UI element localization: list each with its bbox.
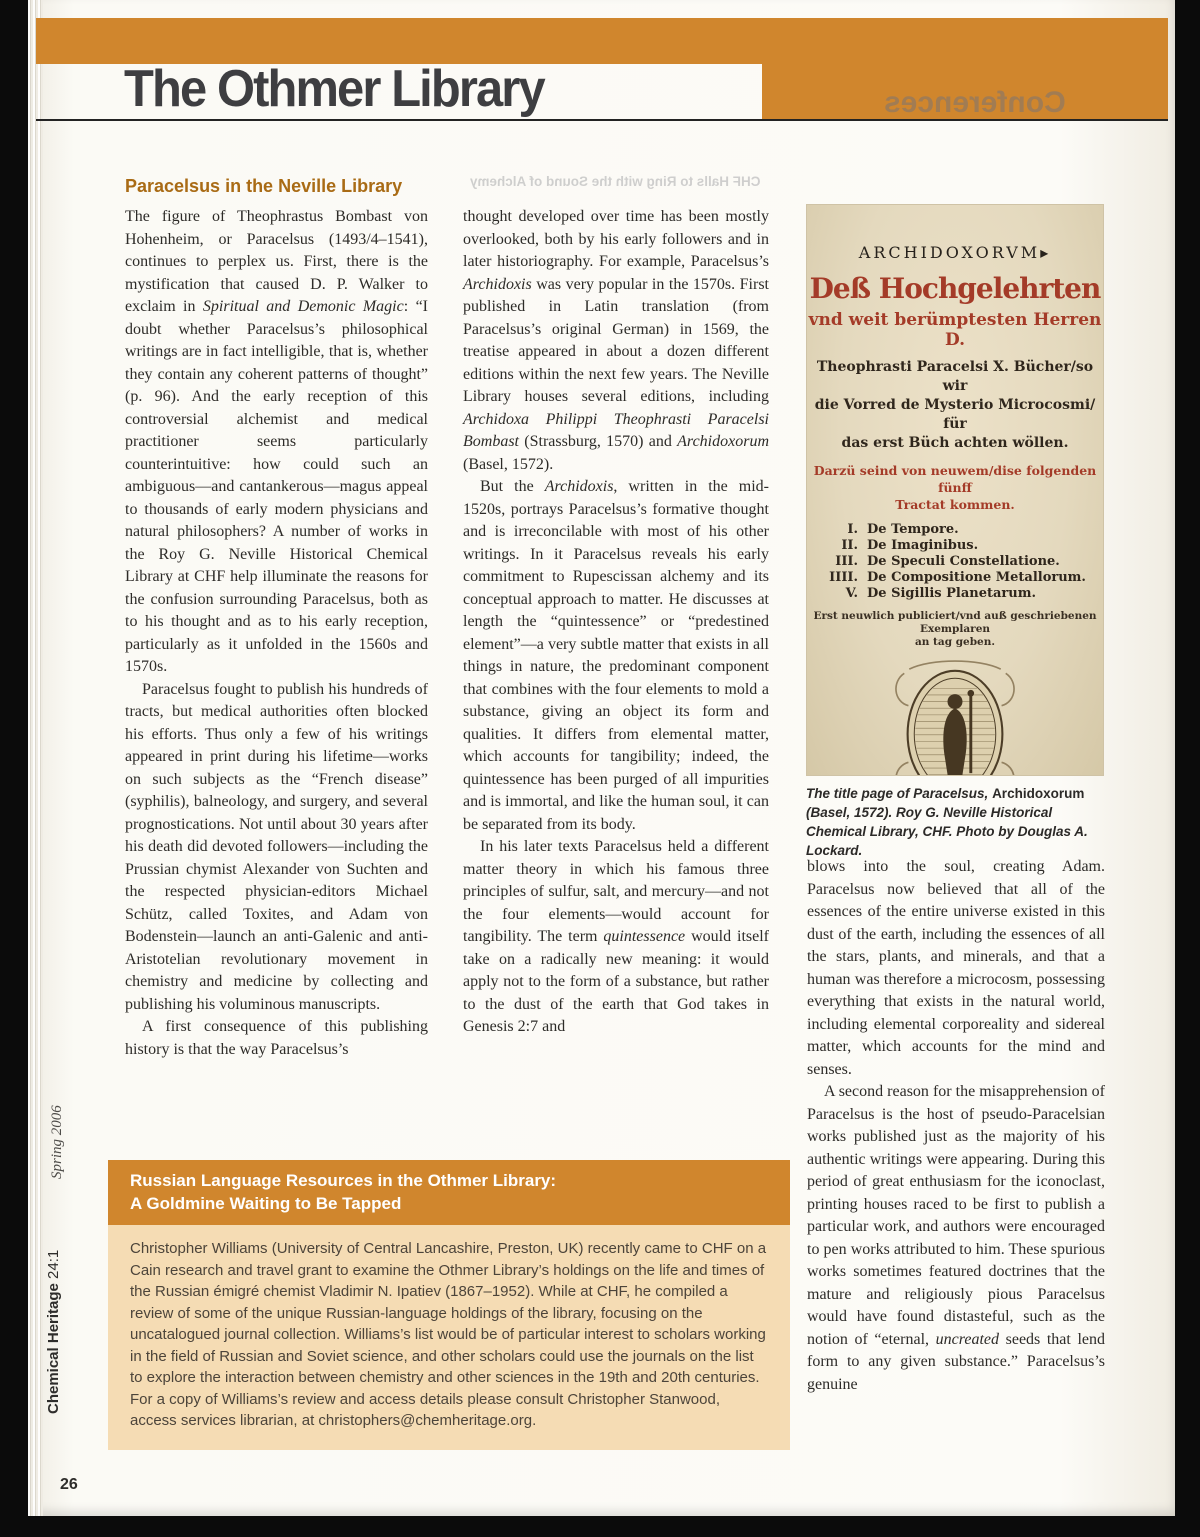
- box-title-line1: Russian Language Resources in the Othmer Library:: [130, 1171, 557, 1190]
- margin-journal: [45, 1250, 62, 1414]
- box-body: [108, 1225, 790, 1450]
- journal-name: Chemical Heritage: [45, 1283, 62, 1414]
- journal-issue: 24:1: [45, 1249, 62, 1279]
- photo-caption: [806, 784, 1106, 860]
- article-column-1: [125, 206, 428, 1061]
- woodcut-emblem-icon: [880, 655, 1030, 776]
- article-column-2: [463, 206, 769, 1039]
- plate-tract-list: [824, 522, 1086, 602]
- list-item: II. De Imaginibus.: [841, 538, 979, 553]
- body-paragraph: A first consequence of this publishing history is that the way Paracelsus’s: [125, 1018, 428, 1058]
- margin-season: Spring 2006: [49, 1105, 65, 1179]
- plate-header-text: ARCHIDOXORVM▸: [858, 243, 1052, 262]
- list-item: III. De Speculi Constellatione.: [835, 554, 1060, 569]
- caption-italic: The title page of Paracelsus,: [806, 786, 993, 801]
- body-paragraph: But the Archidoxis, written in the mid-1520s, portrays Paracelsus’s formative thought and is irreconcilable with most of his other writings. In it Paracelsus reveals his early commitment to Rupescissan alchemy and its conceptual approach to matter. He discusses at length the “quintessence” or “predestined element”—a very subtle matter that exists in all things in nature, the predominant component that combines with the four elements to mold a substance, giving an object its form and qualities. It differs from elemental matter, which accounts for tangibility; indeed, the quintessence has been purged of all impurities and is immortal, and like the human soul, it can be separated from its body.: [463, 478, 769, 833]
- body-paragraph: thought developed over time has been mostly overlooked, both by his early followers and in later historiography. For example, Paracelsus’s Archidoxis was very popular in the 1570s. First published in Latin translation (from Paracelsus’s original German) in 1569, the treatise appeared in about a dozen different editions within the next few years. The Neville Library houses several editions, including Archidoxa Philippi Theophrasti Paracelsi Bombast (Strassburg, 1570) and Archidoxorum (Basel, 1572).: [463, 208, 769, 473]
- article-column-3: [807, 856, 1105, 1396]
- header-band-right: [762, 18, 1168, 119]
- plate-blackletter-subtitle: vnd weit berümptesten Herren D.: [808, 310, 1102, 350]
- russian-resources-box: [108, 1160, 790, 1450]
- body-paragraph: blows into the soul, creating Adam. Paracelsus now believed that all of the essences of the entire universe existed in this dust of the earth, including the essences of all the stars, plants, and minerals, and that a human was therefore a microcosm, possessing everything that exists in the natural world, including elemental corporeality and sidereal matter, which accounts for the mind and senses.: [807, 858, 1105, 1078]
- box-header: [108, 1160, 790, 1225]
- box-title-line2: A Goldmine Waiting to Be Tapped: [130, 1194, 402, 1213]
- list-item: IIII. De Compositione Metallorum.: [829, 570, 1086, 585]
- plate-blackletter-title: Deß Hochgelehrten: [809, 272, 1101, 305]
- article-heading: Paracelsus in the Neville Library: [125, 176, 403, 196]
- book-title-page-photo: [806, 204, 1104, 776]
- page-number: 26: [60, 1476, 78, 1493]
- body-paragraph: In his later texts Paracelsus held a different matter theory in which his famous three principles of sulfur, salt, and mercury—and not the four elements—would account for tangibility. The term quintessence would itself take on a radically new meaning: it would apply not to the form of a substance, but rather to the dust of the earth that God takes in Genesis 2:7 and: [463, 838, 769, 1035]
- plate-black-lines: Theophrasti Paracelsi X. Bücher/so wir die Vorred de Mysterio Microcosmi/ für das erst Büch achten wöllen.: [814, 359, 1096, 451]
- body-paragraph: Paracelsus fought to publish his hundreds of tracts, but medical authorities often blocked his efforts. Thus only a few of his writings appeared in print during his lifetime—works on such subjects as the “French disease” (syphilis), balneology, and surgery, and several prognostications. Not until about 30 years after his death did devoted followers—including the Prussian chymist Alexander von Suchten and the respected physician-editors Michael Schütz, called Toxites, and Adam von Bodenstein—launch an anti-Galenic and anti-Aristotelian revolutionary movement in chemistry and medicine by collecting and publishing his voluminous manuscripts.: [125, 680, 428, 1013]
- page-title: The Othmer Library: [124, 60, 544, 118]
- bleedthrough-subheading: CHF Halls to Ring with the Sound of Alchemy: [470, 174, 761, 189]
- body-paragraph: A second reason for the misapprehension of Paracelsus is the host of pseudo-Paracelsian works published just as the majority of his authentic writings were appearing. During this period of great enthusiasm for the iconoclast, printing houses raced to be first to publish a particular work, and authors were encouraged to pen works attributed to him. These spurious works sometimes featured doctrines that the mature and religiously pious Paracelsus would have found distasteful, such as the notion of “eternal, uncreated seeds that lend form to any given substance.” Paracelsus’s genuine: [807, 1083, 1105, 1393]
- list-item: V. De Sigillis Planetarum.: [845, 586, 1036, 601]
- caption-book-title: Archidoxorum: [992, 786, 1085, 801]
- caption-italic: (Basel, 1572). Roy G. Neville Historical Chemical Library, CHF. Photo by Douglas A. Lockard.: [806, 805, 1088, 858]
- page-edge-texture: [28, 0, 43, 1516]
- plate-imprint-note: Erst neuwlich publiciert/vnd auß geschriebenen Exemplaren an tag geben.: [813, 610, 1097, 648]
- box-body-text: Christopher Williams (University of Central Lancashire, Preston, UK) recently came to CHF on a Cain research and travel grant to examine the Othmer Library’s holdings on the life and times of the Russian émigré chemist Vladimir N. Ipatiev (1867–1952). While at CHF, he compiled a review of some of the unique Russian-language holdings of the library, focusing on the uncatalogued journal collection. Williams’s list would be of particular interest to scholars working in the field of Russian and Soviet science, and other scholars could use the journals on the list to explore the interaction between chemistry and other sciences in the 19th and 20th centuries. For a copy of Williams’s review and access details please consult Christopher Stanwood, access services librarian, at christophers@chemheritage.org.: [130, 1240, 767, 1429]
- body-paragraph: The figure of Theophrastus Bombast von Hohenheim, or Paracelsus (1493/4–1541), continues to perplex us. First, there is the mystification that caused D. P. Walker to exclaim in Spiritual and Demonic Magic: “I doubt whether Paracelsus’s philosophical writings are in fact intelligible, that is, whether they contain any coherent patterns of thought” (p. 96). And the early reception of this controversial alchemist and medical practitioner seems particularly counterintuitive: how could such an ambiguous—and cantankerous—magus appeal to thousands of early modern physicians and natural philosophers? A number of works in the Roy G. Neville Historical Chemical Library at CHF help illuminate the reasons for the confusion surrounding Paracelsus, both as to his thought and as to his early reception, particularly as it unfolded in the 1560s and 1570s.: [125, 208, 429, 675]
- list-item: I. De Tempore.: [847, 522, 959, 537]
- bleedthrough-heading: Conferences: [884, 86, 1066, 119]
- header-rule: [36, 119, 1168, 121]
- plate-red-lines: Darzü seind von neuwem/dise folgenden fünff Tractat kommen.: [813, 463, 1097, 512]
